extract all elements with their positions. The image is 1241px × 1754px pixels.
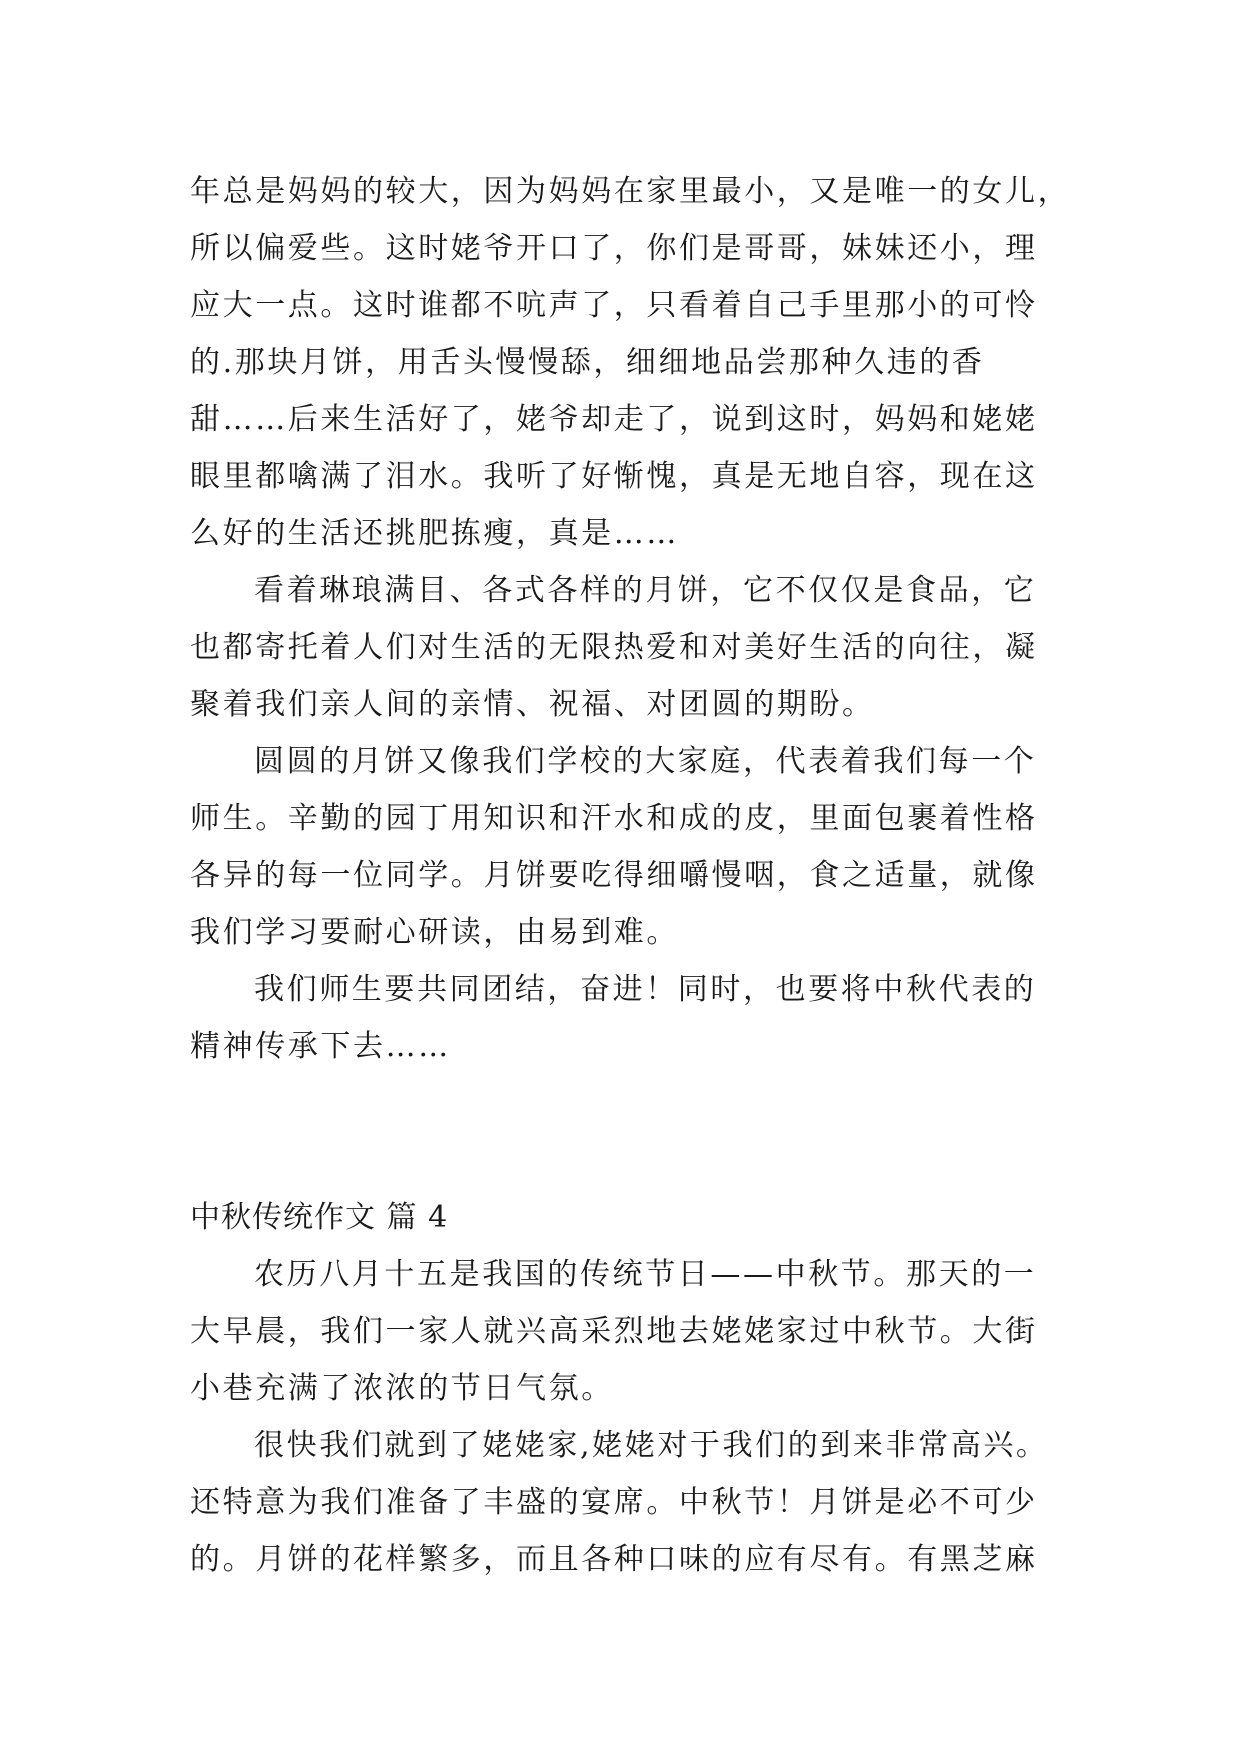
text-line: 看着琳琅满目、各式各样的月饼，它不仅仅是食品，它 — [254, 573, 1037, 608]
text-line: 圆圆的月饼又像我们学校的大家庭，代表着我们每一个 — [254, 744, 1037, 779]
document-body — [190, 163, 1071, 1588]
essay-heading: 中秋传统作文 篇 4 — [190, 1200, 449, 1235]
text-line: 的。月饼的花样繁多，而且各种口味的应有尽有。有黑芝麻 — [190, 1542, 1038, 1577]
paragraph-festival — [190, 1246, 1050, 1417]
text-line: 应大一点。这时谁都不吭声了，只看着自己手里那小的可怜 — [190, 288, 1038, 323]
paragraph-mooncakes — [190, 562, 1050, 733]
text-line: 我们师生要共同团结，奋进！同时，也要将中秋代表的 — [254, 972, 1037, 1007]
text-line: 我们学习要耐心研读，由易到难。 — [190, 915, 679, 950]
text-line: 甜……后来生活好了，姥爷却走了，说到这时，妈妈和姥姥 — [190, 402, 1038, 437]
section-gap — [190, 1075, 1050, 1189]
paragraph-continued — [190, 163, 1071, 562]
text-line: 很快我们就到了姥姥家,姥姥对于我们的到来非常高兴。 — [254, 1428, 1049, 1463]
text-line: 的.那块月饼，用舌头慢慢舔，细细地品尝那种久违的香 — [190, 345, 985, 380]
text-line: 眼里都噙满了泪水。我听了好惭愧，真是无地自容，现在这 — [190, 459, 1038, 494]
text-line: 也都寄托着人们对生活的无限热爱和对美好生活的向往，凝 — [190, 630, 1038, 665]
text-line: 农历八月十五是我国的传统节日——中秋节。那天的一 — [254, 1257, 1037, 1292]
text-line: 小巷充满了浓浓的节日气氛。 — [190, 1371, 614, 1406]
text-line: 么好的生活还挑肥拣瘦，真是…… — [190, 516, 679, 551]
text-line: 各异的每一位同学。月饼要吃得细嚼慢咽，食之适量，就像 — [190, 858, 1038, 893]
text-line: 年总是妈妈的较大，因为妈妈在家里最小，又是唯一的女儿， — [190, 174, 1071, 209]
paragraph-grandma — [190, 1417, 1050, 1588]
text-line: 大早晨，我们一家人就兴高采烈地去姥姥家过中秋节。大街 — [190, 1314, 1038, 1349]
paragraph-unity — [190, 961, 1050, 1075]
paragraph-school — [190, 733, 1050, 961]
text-line: 师生。辛勤的园丁用知识和汗水和成的皮，里面包裹着性格 — [190, 801, 1038, 836]
text-line: 聚着我们亲人间的亲情、祝福、对团圆的期盼。 — [190, 687, 875, 722]
text-line: 还特意为我们准备了丰盛的宴席。中秋节！月饼是必不可少 — [190, 1485, 1038, 1520]
text-line: 精神传承下去…… — [190, 1029, 451, 1064]
text-line: 所以偏爱些。这时姥爷开口了，你们是哥哥，妹妹还小，理 — [190, 231, 1038, 266]
